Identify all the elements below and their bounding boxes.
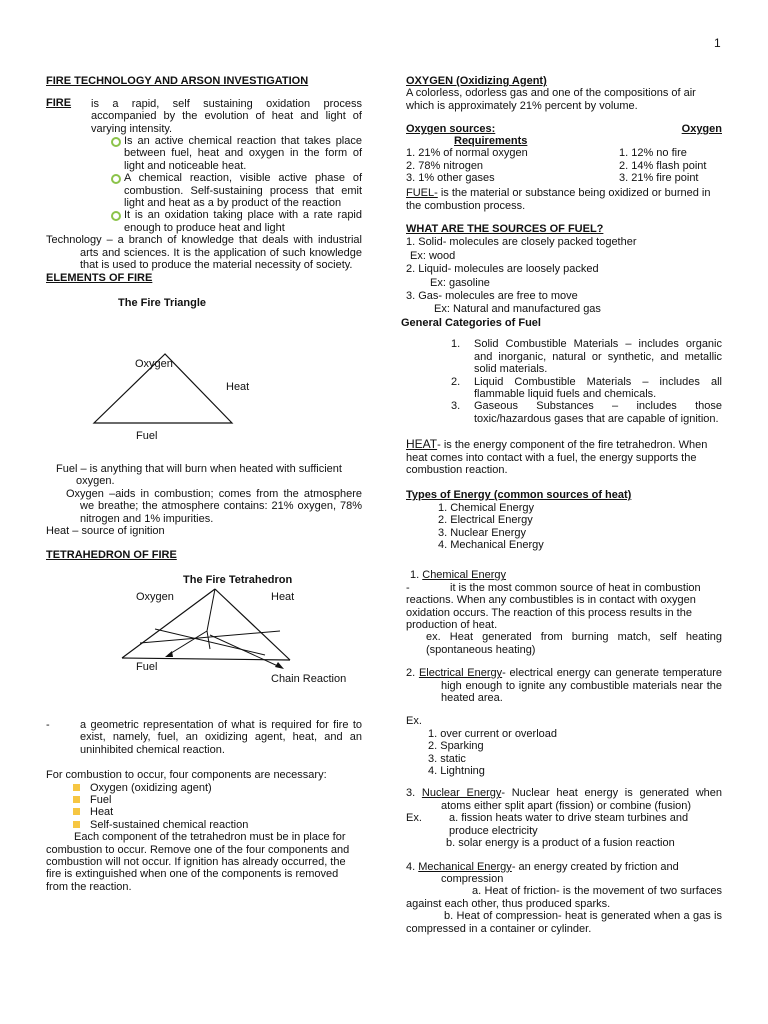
- requirement-item: 2. 14% flash point: [619, 159, 707, 172]
- fuel-term: FUEL-: [406, 187, 438, 200]
- fire-heading: FIRE: [46, 97, 72, 110]
- components-intro: For combustion to occur, four components are necessary:: [46, 769, 327, 782]
- chemical-energy-example: ex. Heat generated from burning match, self heating (spontaneous heating): [426, 631, 722, 656]
- component-item: Heat: [90, 806, 362, 818]
- mechanical-example-a: a. Heat of friction- is the movement of two surfaces against each other, thus produced sparks.: [406, 885, 722, 910]
- fuel-paragraph: FUEL- is the material or substance being oxidized or burned in the combustion process.: [406, 187, 711, 212]
- sources-list: [406, 147, 528, 184]
- sources-header: Oxygen sources:: [406, 123, 496, 136]
- mechanical-energy-paragraph: 4. Mechanical Energy- an energy created by friction and compression: [406, 860, 679, 885]
- category-item: 2. Liquid Combustible Materials – includes all flammable liquid fuels and chemicals.: [451, 375, 722, 400]
- electrical-examples: [428, 728, 722, 778]
- components-paragraph: Each component of the tetrahedron must be in place for combustion to occur. Remove one of the four components and combustion will not occur. If ignition has already occurred, the fire is extinguished when one of the components is removed from the reaction.: [46, 831, 350, 893]
- triangle-label-fuel: Fuel: [136, 430, 158, 442]
- circle-bullet-icon: [111, 174, 121, 184]
- fuel-source-example: Ex: gasoline: [430, 276, 490, 289]
- fire-bullet: A chemical reaction, visible active phase of combustion. Self-sustaining process that emit light and heat as a by product of the reaction: [124, 172, 362, 209]
- oxygen-sources-table: [406, 123, 722, 185]
- component-item: Oxygen (oxidizing agent): [90, 782, 362, 794]
- dash-marker: -: [46, 719, 50, 731]
- circle-bullet-icon: [111, 137, 121, 147]
- right-column: [401, 75, 722, 935]
- categories-heading: General Categories of Fuel: [401, 316, 541, 329]
- circle-bullet-icon: [111, 211, 121, 221]
- fuel-definition: Fuel – is anything that will burn when heated with sufficient oxygen.: [56, 463, 342, 488]
- elements-heading: ELEMENTS OF FIRE: [46, 271, 153, 284]
- fire-tetrahedron-diagram: [110, 583, 370, 691]
- components-list: [90, 782, 362, 832]
- dash-marker: -: [406, 581, 410, 594]
- heat-paragraph: HEAT- is the energy component of the fire tetrahedron. When heat comes into contact with a fuel, the energy supports the combustion reaction.: [406, 437, 708, 476]
- fuel-source-item: 2. Liquid- molecules are loosely packed: [406, 263, 599, 276]
- triangle-title: The Fire Triangle: [118, 296, 207, 309]
- tetra-label-oxygen: Oxygen: [136, 591, 174, 603]
- requirements-header-2: Requirements: [454, 135, 528, 148]
- square-bullet-icon: [73, 784, 80, 791]
- requirement-item: 3. 21% fire point: [619, 172, 699, 185]
- category-item: 1. Solid Combustible Materials – includes organic and inorganic, natural or synthetic, and metallic solid materials.: [451, 338, 722, 376]
- square-bullet-icon: [73, 808, 80, 815]
- source-item: 3. 1% other gases: [406, 172, 495, 185]
- fire-bullet: It is an oxidation taking place with a rate rapid enough to produce heat and light: [124, 209, 362, 234]
- arrowhead-icon: [165, 651, 173, 657]
- oxygen-definition-right: A colorless, odorless gas and one of the compositions of air which is approximately 21% percent by volume.: [406, 87, 696, 112]
- fuel-source-example: Ex: wood: [410, 249, 456, 262]
- category-item: 3. Gaseous Substances – includes those toxic/hazardous gases that are capable of ignition.: [451, 400, 722, 425]
- triangle-label-oxygen: Oxygen: [135, 358, 173, 370]
- tetra-inner-line: [155, 629, 265, 655]
- tetra-label-chain: Chain Reaction: [271, 673, 347, 685]
- fuel-source-item: 3. Gas- molecules are free to move: [406, 290, 578, 303]
- technology-definition: Technology – a branch of knowledge that deals with industrial arts and sciences. It is the application of such knowledge that is used to produce the material necessity of society.: [46, 234, 362, 272]
- electrical-example-item: 3. static: [428, 752, 466, 765]
- source-item: 1. 21% of normal oxygen: [406, 147, 528, 160]
- nuclear-energy-paragraph: 3. Nuclear Energy- Nuclear heat energy is generated when atoms either split apart (fission) or combine (fusion): [406, 787, 722, 812]
- energy-type-item: 4. Mechanical Energy: [438, 538, 544, 551]
- categories-list: [451, 338, 722, 425]
- tetra-inner-line: [207, 631, 210, 649]
- requirements-list: [619, 147, 706, 184]
- tetrahedron-title: The Fire Tetrahedron: [183, 573, 293, 586]
- left-column-mid: [46, 463, 362, 586]
- tetrahedron-heading: TETRAHEDRON OF FIRE: [46, 549, 177, 562]
- chemical-energy-title: 1. Chemical Energy: [410, 569, 507, 582]
- left-column-bottom: [46, 719, 362, 893]
- triangle-label-heat: Heat: [226, 381, 250, 393]
- component-item: Self-sustained chemical reaction: [90, 819, 362, 831]
- tetra-inner-line: [207, 589, 215, 631]
- arrowhead-icon: [275, 662, 284, 669]
- nuclear-example-a: a. fission heats water to drive steam turbines and produce electricity: [449, 812, 689, 837]
- tetrahedron-definition: - a geometric representation of what is required for fire to exist, namely, fuel, an oxidizing agent, heat, and an uninhibited chemical reaction.: [46, 719, 362, 756]
- heat-definition: Heat – source of ignition: [46, 525, 165, 538]
- square-bullet-icon: [73, 821, 80, 828]
- requirements-header: Oxygen: [681, 123, 722, 136]
- source-item: 2. 78% nitrogen: [406, 159, 484, 172]
- energy-type-item: 3. Nuclear Energy: [438, 526, 527, 539]
- fire-bullets: [124, 135, 362, 234]
- square-bullet-icon: [73, 796, 80, 803]
- left-column: [46, 75, 362, 309]
- energy-type-item: 1. Chemical Energy: [438, 501, 534, 514]
- fire-bullet: Is an active chemical reaction that takes place between fuel, heat and oxygen in the form of light and noticeable heat.: [124, 135, 362, 172]
- energy-types-heading: Types of Energy (common sources of heat): [406, 489, 632, 502]
- tetra-inner-line: [140, 631, 280, 643]
- nuclear-examples: [406, 812, 722, 849]
- fuel-sources-heading: WHAT ARE THE SOURCES OF FUEL?: [406, 223, 604, 236]
- fuel-source-item: 1. Solid- molecules are closely packed together: [406, 236, 637, 249]
- chemical-energy-definition: - it is the most common source of heat in combustion reactions. When any combustibles is in contact with oxygen oxidation occurs. The reaction of this process results in the production of heat.: [406, 581, 701, 631]
- requirement-item: 1. 12% no fire: [619, 147, 687, 160]
- fuel-sources-list: [406, 236, 722, 315]
- electrical-energy-paragraph: 2. Electrical Energy- electrical energy can generate temperature high enough to ignite any combustible materials near the heated area.: [406, 667, 722, 705]
- page-number: 1: [714, 36, 721, 50]
- electrical-example-item: 1. over current or overload: [428, 727, 558, 740]
- document-title: FIRE TECHNOLOGY AND ARSON INVESTIGATION: [46, 75, 309, 87]
- mechanical-example-b: b. Heat of compression- heat is generated when a gas is compressed in a container or cylinder.: [406, 910, 722, 935]
- oxygen-definition: Oxygen –aids in combustion; comes from the atmosphere we breathe; the atmosphere contains: 21% oxygen, 78% nitrogen and 1% impurities.: [66, 487, 362, 525]
- nuclear-example-label: Ex.: [406, 812, 422, 825]
- heat-term: HEAT: [406, 437, 438, 452]
- energy-types-list: [438, 502, 722, 552]
- tetra-label-fuel: Fuel: [136, 661, 158, 673]
- nuclear-example-b: b. solar energy is a product of a fusion reaction: [446, 837, 675, 850]
- electrical-example-item: 2. Sparking: [428, 740, 484, 753]
- electrical-example-label: Ex.: [406, 715, 422, 728]
- fire-definition: is a rapid, self sustaining oxidation process accompanied by the evolution of heat and light of varying intensity.: [91, 97, 362, 135]
- component-item: Fuel: [90, 794, 362, 806]
- energy-type-item: 2. Electrical Energy: [438, 514, 533, 527]
- tetra-arrow-fuel: [168, 631, 207, 655]
- fuel-source-example: Ex: Natural and manufactured gas: [434, 303, 601, 316]
- oxygen-heading: OXYGEN (Oxidizing Agent): [406, 75, 547, 87]
- tetra-label-heat: Heat: [271, 591, 295, 603]
- fire-triangle-diagram: [80, 348, 280, 448]
- electrical-example-item: 4. Lightning: [428, 765, 485, 778]
